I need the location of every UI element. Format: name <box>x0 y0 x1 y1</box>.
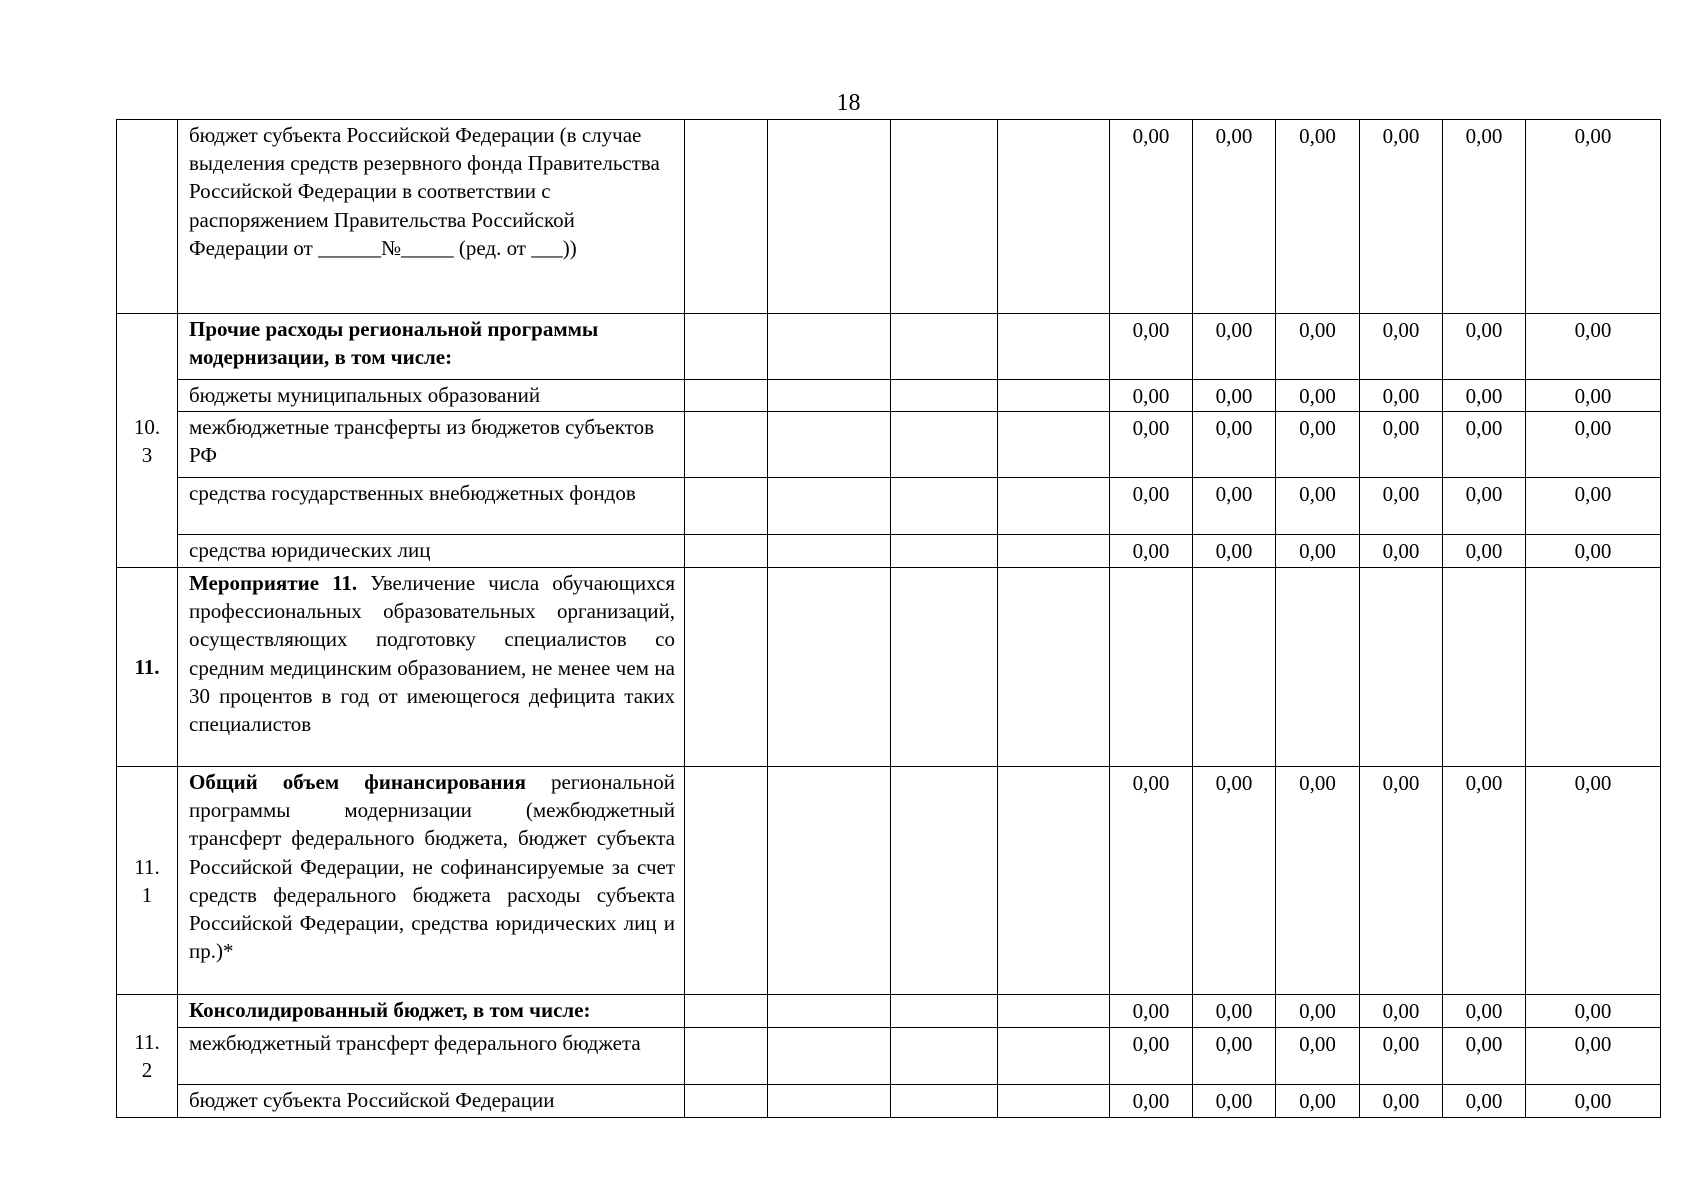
value-cell: 0,00 <box>1193 535 1276 568</box>
value-cell: 0,00 <box>1360 767 1443 995</box>
value-cell: 0,00 <box>1193 995 1276 1028</box>
value-cell: 0,00 <box>1360 478 1443 535</box>
value-cell: 0,00 <box>1360 120 1443 314</box>
empty-cell <box>998 1085 1110 1118</box>
empty-cell <box>998 995 1110 1028</box>
value-cell: 0,00 <box>1526 995 1661 1028</box>
value-cell: 0,00 <box>1110 380 1193 412</box>
empty-cell <box>768 535 891 568</box>
description-text: Увеличение числа обучающихся профессиональных образовательных организаций, осуществляющих подготовку специалистов со средним медицинским образованием, не менее чем на 30 процентов в год от имеющегося дефицита таких специалистов <box>189 571 676 737</box>
value-cell: 0,00 <box>1276 1085 1360 1118</box>
value-cell: 0,00 <box>1193 767 1276 995</box>
empty-cell <box>891 478 998 535</box>
value-cell <box>1276 568 1360 767</box>
value-cell: 0,00 <box>1443 120 1526 314</box>
empty-cell <box>768 767 891 995</box>
row-description <box>178 380 685 412</box>
value-cell: 0,00 <box>1110 1028 1193 1085</box>
row-description <box>178 535 685 568</box>
empty-cell <box>998 568 1110 767</box>
table-row <box>117 1085 1661 1118</box>
description-text: бюджет субъекта Российской Федерации (в случае выделения средств резервного фонда Правительства Российской Федерации в соответствии с распоряжением Правительства Российской Федерации от ______№_____ (ред. от ___)) <box>189 123 660 260</box>
description-bold: Общий объем финансирования <box>189 770 526 794</box>
description-text: межбюджетный трансферт федерального бюджета <box>189 1031 641 1055</box>
value-cell: 0,00 <box>1110 412 1193 478</box>
value-cell <box>1360 568 1443 767</box>
value-cell: 0,00 <box>1443 1085 1526 1118</box>
value-cell: 0,00 <box>1276 995 1360 1028</box>
description-text: Прочие расходы региональной программы модернизации, в том числе: <box>189 317 599 370</box>
empty-cell <box>891 1085 998 1118</box>
empty-cell <box>998 535 1110 568</box>
value-cell: 0,00 <box>1110 995 1193 1028</box>
empty-cell <box>891 767 998 995</box>
empty-cell <box>998 380 1110 412</box>
description-text: межбюджетные трансферты из бюджетов субъектов РФ <box>189 415 654 468</box>
empty-cell <box>891 535 998 568</box>
value-cell: 0,00 <box>1276 120 1360 314</box>
value-cell: 0,00 <box>1110 767 1193 995</box>
row-number: 11. 1 <box>117 767 178 995</box>
empty-cell <box>685 1085 768 1118</box>
value-cell <box>1443 568 1526 767</box>
empty-cell <box>685 995 768 1028</box>
description-text: средства государственных внебюджетных фондов <box>189 481 636 505</box>
table-row <box>117 1028 1661 1085</box>
empty-cell <box>768 412 891 478</box>
row-description <box>178 314 685 380</box>
table-row <box>117 767 1661 995</box>
empty-cell <box>768 1028 891 1085</box>
row-number <box>117 120 178 314</box>
value-cell: 0,00 <box>1193 1085 1276 1118</box>
empty-cell <box>891 995 998 1028</box>
value-cell: 0,00 <box>1526 314 1661 380</box>
value-cell: 0,00 <box>1526 478 1661 535</box>
value-cell: 0,00 <box>1193 120 1276 314</box>
value-cell: 0,00 <box>1526 412 1661 478</box>
value-cell: 0,00 <box>1443 535 1526 568</box>
value-cell: 0,00 <box>1276 380 1360 412</box>
value-cell: 0,00 <box>1526 380 1661 412</box>
value-cell: 0,00 <box>1526 1028 1661 1085</box>
value-cell: 0,00 <box>1193 314 1276 380</box>
empty-cell <box>685 380 768 412</box>
value-cell: 0,00 <box>1360 314 1443 380</box>
value-cell: 0,00 <box>1193 380 1276 412</box>
value-cell: 0,00 <box>1193 478 1276 535</box>
financing-table <box>116 119 1661 1118</box>
table-row <box>117 380 1661 412</box>
empty-cell <box>685 767 768 995</box>
value-cell: 0,00 <box>1360 412 1443 478</box>
row-description <box>178 995 685 1028</box>
empty-cell <box>891 120 998 314</box>
empty-cell <box>891 380 998 412</box>
empty-cell <box>998 1028 1110 1085</box>
empty-cell <box>685 120 768 314</box>
row-description <box>178 767 685 995</box>
table-row <box>117 120 1661 314</box>
value-cell: 0,00 <box>1360 380 1443 412</box>
value-cell: 0,00 <box>1360 535 1443 568</box>
value-cell: 0,00 <box>1443 478 1526 535</box>
row-number: 10. 3 <box>117 314 178 568</box>
value-cell: 0,00 <box>1193 412 1276 478</box>
page-number: 18 <box>836 90 861 116</box>
value-cell: 0,00 <box>1526 767 1661 995</box>
empty-cell <box>768 995 891 1028</box>
value-cell: 0,00 <box>1276 535 1360 568</box>
description-text: региональной программы модернизации (межбюджетный трансферт федерального бюджета, бюджет субъекта Российской Федерации, не софинансируемые за счет средств федерального бюджета расходы субъекта Российской Федерации, средства юридических лиц и пр.)* <box>189 770 675 964</box>
row-number: 11. <box>117 568 178 767</box>
value-cell <box>1110 568 1193 767</box>
value-cell: 0,00 <box>1276 478 1360 535</box>
row-description <box>178 568 685 767</box>
description-text: Консолидированный бюджет, в том числе: <box>189 998 591 1022</box>
empty-cell <box>998 314 1110 380</box>
value-cell: 0,00 <box>1276 1028 1360 1085</box>
empty-cell <box>891 412 998 478</box>
empty-cell <box>891 568 998 767</box>
row-description <box>178 478 685 535</box>
value-cell: 0,00 <box>1110 478 1193 535</box>
empty-cell <box>998 767 1110 995</box>
value-cell: 0,00 <box>1443 1028 1526 1085</box>
value-cell: 0,00 <box>1443 412 1526 478</box>
value-cell: 0,00 <box>1276 314 1360 380</box>
empty-cell <box>768 380 891 412</box>
value-cell: 0,00 <box>1110 314 1193 380</box>
value-cell: 0,00 <box>1443 314 1526 380</box>
value-cell <box>1193 568 1276 767</box>
empty-cell <box>768 1085 891 1118</box>
value-cell: 0,00 <box>1110 1085 1193 1118</box>
description-text: бюджеты муниципальных образований <box>189 383 541 407</box>
empty-cell <box>685 568 768 767</box>
value-cell: 0,00 <box>1443 380 1526 412</box>
empty-cell <box>685 478 768 535</box>
value-cell: 0,00 <box>1193 1028 1276 1085</box>
row-description <box>178 1085 685 1118</box>
empty-cell <box>768 478 891 535</box>
empty-cell <box>768 314 891 380</box>
empty-cell <box>768 568 891 767</box>
row-number: 11. 2 <box>117 995 178 1118</box>
empty-cell <box>685 535 768 568</box>
table-row <box>117 995 1661 1028</box>
value-cell: 0,00 <box>1526 120 1661 314</box>
table-row <box>117 412 1661 478</box>
value-cell: 0,00 <box>1526 535 1661 568</box>
value-cell: 0,00 <box>1360 995 1443 1028</box>
description-text: бюджет субъекта Российской Федерации <box>189 1088 555 1112</box>
empty-cell <box>998 412 1110 478</box>
table-row <box>117 478 1661 535</box>
table-row <box>117 314 1661 380</box>
description-text: средства юридических лиц <box>189 538 431 562</box>
value-cell: 0,00 <box>1110 535 1193 568</box>
value-cell: 0,00 <box>1276 767 1360 995</box>
empty-cell <box>685 1028 768 1085</box>
row-description <box>178 1028 685 1085</box>
table-row <box>117 535 1661 568</box>
empty-cell <box>998 478 1110 535</box>
table-row <box>117 568 1661 767</box>
description-bold: Мероприятие 11. <box>189 571 358 595</box>
empty-cell <box>998 120 1110 314</box>
row-description <box>178 120 685 314</box>
value-cell: 0,00 <box>1276 412 1360 478</box>
empty-cell <box>891 1028 998 1085</box>
value-cell: 0,00 <box>1526 1085 1661 1118</box>
empty-cell <box>891 314 998 380</box>
empty-cell <box>768 120 891 314</box>
empty-cell <box>685 314 768 380</box>
empty-cell <box>685 412 768 478</box>
value-cell: 0,00 <box>1443 995 1526 1028</box>
value-cell: 0,00 <box>1110 120 1193 314</box>
row-description <box>178 412 685 478</box>
value-cell: 0,00 <box>1360 1085 1443 1118</box>
value-cell: 0,00 <box>1443 767 1526 995</box>
value-cell <box>1526 568 1661 767</box>
value-cell: 0,00 <box>1360 1028 1443 1085</box>
